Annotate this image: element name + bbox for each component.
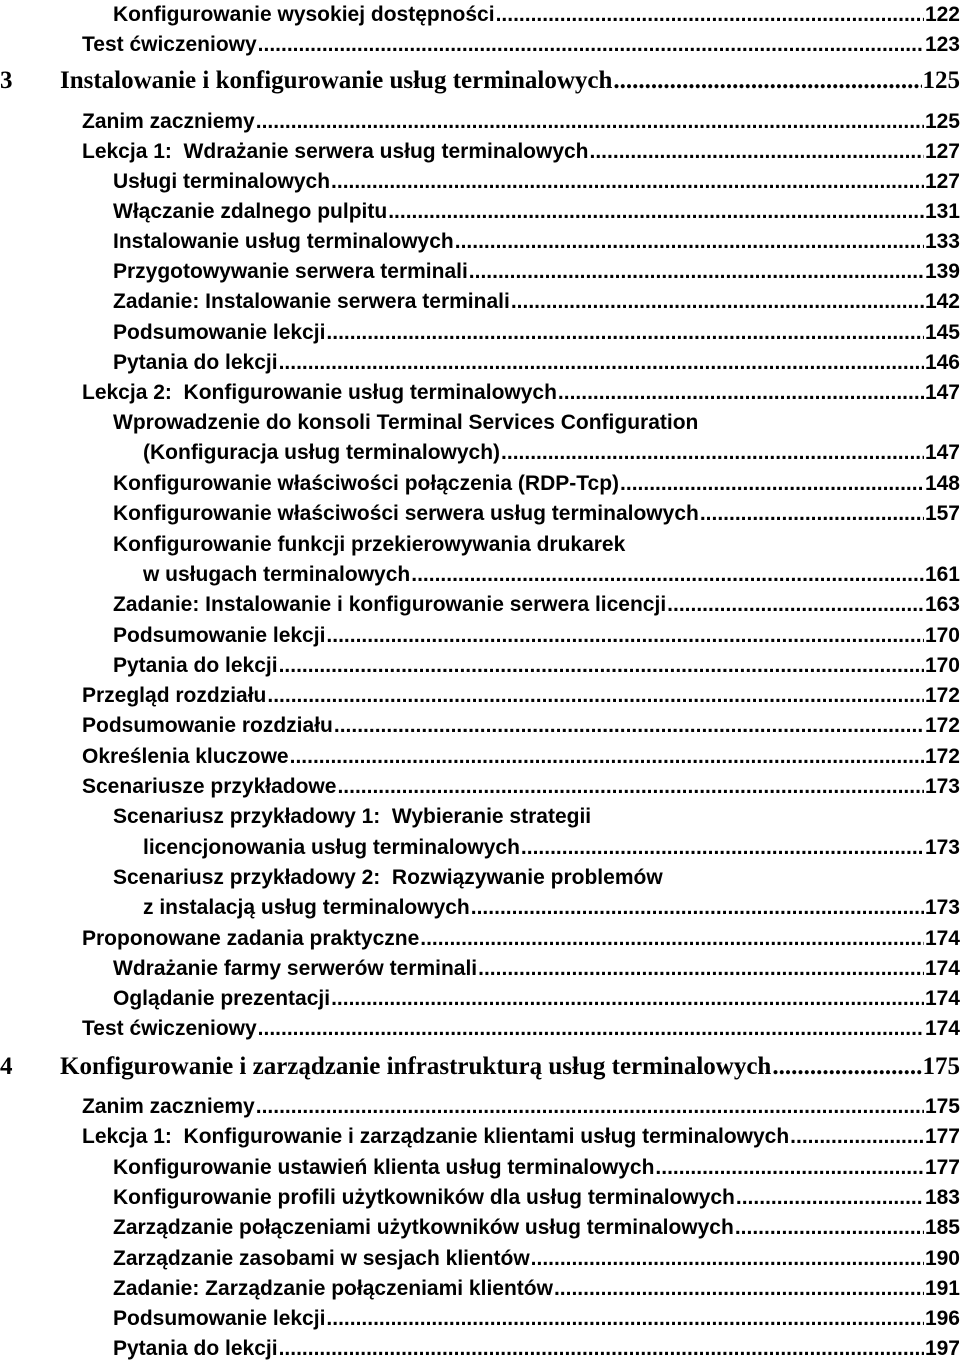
toc-chapter-title: Konfigurowanie i zarządzanie infrastrukturą usług terminalowych <box>60 1053 772 1080</box>
toc-page-number: 125 <box>924 110 960 133</box>
toc-page-number: 147 <box>924 441 960 464</box>
toc-page-number: 139 <box>924 260 960 283</box>
toc-leader-dots <box>331 984 924 1014</box>
toc-page-number: 125 <box>922 67 960 94</box>
toc-page-number: 183 <box>924 1186 960 1209</box>
toc-leader-dots <box>469 257 924 287</box>
toc-leader-dots <box>279 348 924 378</box>
toc-page-number: 185 <box>924 1216 960 1239</box>
toc-leader-dots <box>667 590 924 620</box>
toc-entry-title: Podsumowanie lekcji <box>113 624 326 647</box>
toc-page-number: 174 <box>924 1017 960 1040</box>
toc-entry-title: Przegląd rozdziału <box>82 684 267 707</box>
toc-entry-title: Określenia kluczowe <box>82 745 289 768</box>
toc-entry[interactable] <box>0 1014 960 1044</box>
toc-entry[interactable] <box>0 954 960 984</box>
toc-leader-dots <box>279 651 924 681</box>
toc-leader-dots <box>735 1213 924 1243</box>
toc-leader-dots <box>478 954 924 984</box>
toc-entry-title: Zanim zaczniemy <box>82 110 255 133</box>
toc-leader-dots <box>256 107 924 137</box>
toc-page-number: 170 <box>924 624 960 647</box>
toc-entry-title-line1: Konfigurowanie funkcji przekierowywania drukarek <box>113 533 626 556</box>
toc-page-number: 131 <box>924 200 960 223</box>
toc-entry-title: Zarządzanie zasobami w sesjach klientów <box>113 1247 530 1270</box>
toc-page-number: 175 <box>924 1095 960 1118</box>
toc-page-number: 197 <box>924 1337 960 1360</box>
toc-entry-title: Konfigurowanie właściwości połączenia (RDP-Tcp) <box>113 472 620 495</box>
toc-entry-title: Zadanie: Instalowanie i konfigurowanie serwera licencji <box>113 593 667 616</box>
toc-page-number: 146 <box>924 351 960 374</box>
toc-entry[interactable] <box>0 1122 960 1152</box>
toc-entry-title: Instalowanie usług terminalowych <box>113 230 454 253</box>
toc-entry[interactable] <box>0 863 960 923</box>
toc-entry-title: Test ćwiczeniowy <box>82 1017 257 1040</box>
toc-entry[interactable] <box>0 167 960 197</box>
toc-page-number: 173 <box>924 896 960 919</box>
toc-leader-dots <box>455 227 924 257</box>
toc-entry[interactable] <box>0 1183 960 1213</box>
toc-page-number: 172 <box>924 745 960 768</box>
toc-page-number: 133 <box>924 230 960 253</box>
toc-entry[interactable] <box>0 197 960 227</box>
toc-leader-dots <box>790 1122 924 1152</box>
toc-page-number: 127 <box>924 140 960 163</box>
toc-page-number: 177 <box>924 1156 960 1179</box>
toc-entry[interactable] <box>0 802 960 862</box>
toc-entry-title: Test ćwiczeniowy <box>82 33 257 56</box>
toc-entry[interactable] <box>0 984 960 1014</box>
toc-page-number: 196 <box>924 1307 960 1330</box>
chapter-number: 4 <box>0 1053 13 1080</box>
toc-leader-dots <box>331 167 924 197</box>
toc-entry-title: Oglądanie prezentacji <box>113 987 331 1010</box>
toc-page-number: 142 <box>924 290 960 313</box>
toc-entry[interactable] <box>0 378 960 408</box>
toc-entry-title: Pytania do lekcji <box>113 654 278 677</box>
toc-entry[interactable] <box>0 772 960 802</box>
toc-entry-title: Lekcja 1: Wdrażanie serwera usług terminalowych <box>82 140 589 163</box>
toc-entry[interactable] <box>0 348 960 378</box>
toc-page-number: 191 <box>924 1277 960 1300</box>
toc-leader-dots <box>700 499 924 529</box>
toc-entry[interactable] <box>0 469 960 499</box>
toc-entry[interactable] <box>0 742 960 772</box>
toc-leader-dots <box>326 318 924 348</box>
toc-entry[interactable] <box>0 30 960 60</box>
toc-page-number: 173 <box>924 836 960 859</box>
toc-chapter-title: Instalowanie i konfigurowanie usług terminalowych <box>60 67 613 94</box>
toc-entry[interactable] <box>0 530 960 590</box>
toc-entry-title: Zanim zaczniemy <box>82 1095 255 1118</box>
toc-leader-dots <box>279 1334 924 1364</box>
toc-entry[interactable] <box>0 257 960 287</box>
toc-page-number: 123 <box>924 33 960 56</box>
chapter-number: 3 <box>0 67 13 94</box>
toc-entry[interactable] <box>0 227 960 257</box>
toc-page-number: 172 <box>924 684 960 707</box>
toc-leader-dots <box>256 1092 924 1122</box>
toc-entry[interactable] <box>0 1244 960 1274</box>
toc-entry-title: z instalacją usług terminalowych <box>143 896 470 919</box>
toc-leader-dots <box>420 924 924 954</box>
toc-entry-title: Zadanie: Instalowanie serwera terminali <box>113 290 510 313</box>
toc-entry[interactable] <box>0 318 960 348</box>
toc-entry[interactable] <box>0 137 960 167</box>
toc-entry[interactable] <box>0 711 960 741</box>
toc-leader-dots <box>471 893 924 923</box>
toc-leader-dots <box>558 378 924 408</box>
toc-entry-title: Przygotowywanie serwera terminali <box>113 260 468 283</box>
toc-leader-dots <box>337 772 924 802</box>
toc-entry[interactable] <box>0 0 960 30</box>
toc-entry-title: Konfigurowanie właściwości serwera usług terminalowych <box>113 502 699 525</box>
toc-entry[interactable] <box>0 287 960 317</box>
toc-leader-dots <box>290 742 924 772</box>
toc-leader-dots <box>772 1052 921 1082</box>
toc-entry-title: Konfigurowanie profili użytkowników dla usług terminalowych <box>113 1186 735 1209</box>
toc-entry-title: Pytania do lekcji <box>113 351 278 374</box>
toc-page-number: 170 <box>924 654 960 677</box>
toc-leader-dots <box>496 0 924 30</box>
toc-leader-dots <box>531 1244 924 1274</box>
toc-leader-dots <box>258 30 924 60</box>
toc-entry-title: licencjonowania usług terminalowych <box>143 836 520 859</box>
toc-leader-dots <box>613 66 921 96</box>
toc-page-number: 174 <box>924 927 960 950</box>
toc-entry-title: Proponowane zadania praktyczne <box>82 927 420 950</box>
toc-leader-dots <box>326 621 924 651</box>
toc-entry-title-line1: Scenariusz przykładowy 1: Wybieranie strategii <box>113 805 592 828</box>
toc-leader-dots <box>267 681 924 711</box>
toc-entry-title: Zadanie: Zarządzanie połączeniami klientów <box>113 1277 553 1300</box>
toc-entry-title: Włączanie zdalnego pulpitu <box>113 200 388 223</box>
toc-entry[interactable] <box>0 590 960 620</box>
toc-page-number: 161 <box>924 563 960 586</box>
toc-page-number: 173 <box>924 775 960 798</box>
toc-leader-dots <box>501 438 924 468</box>
toc-entry-title: Lekcja 1: Konfigurowanie i zarządzanie klientami usług terminalowych <box>82 1125 790 1148</box>
toc-page-number: 145 <box>924 321 960 344</box>
toc-entry-title-line1: Wprowadzenie do konsoli Terminal Services Configuration <box>113 411 699 434</box>
toc-leader-dots <box>334 711 924 741</box>
toc-entry-title: Usługi terminalowych <box>113 170 331 193</box>
toc-page-number: 148 <box>924 472 960 495</box>
toc-entry[interactable] <box>0 408 960 468</box>
toc-leader-dots <box>511 287 924 317</box>
toc-entry[interactable] <box>0 1092 960 1122</box>
toc-entry[interactable] <box>0 1213 960 1243</box>
toc-entry[interactable] <box>0 651 960 681</box>
toc-entry[interactable] <box>0 107 960 137</box>
toc-leader-dots <box>521 833 924 863</box>
toc-leader-dots <box>736 1183 924 1213</box>
toc-leader-dots <box>590 137 924 167</box>
toc-page-number: 127 <box>924 170 960 193</box>
toc-entry-title: Pytania do lekcji <box>113 1337 278 1360</box>
toc-page-number: 122 <box>924 3 960 26</box>
toc-page-number: 172 <box>924 714 960 737</box>
toc-leader-dots <box>620 469 924 499</box>
toc-page-number: 174 <box>924 987 960 1010</box>
toc-entry-title: w usługach terminalowych <box>143 563 411 586</box>
toc-entry[interactable] <box>0 499 960 529</box>
toc-chapter-entry[interactable] <box>0 1052 960 1082</box>
toc-entry-title: Scenariusze przykładowe <box>82 775 337 798</box>
toc-leader-dots <box>655 1153 924 1183</box>
toc-page-number: 163 <box>924 593 960 616</box>
toc-leader-dots <box>258 1014 924 1044</box>
toc-entry[interactable] <box>0 681 960 711</box>
toc-entry-title: Podsumowanie lekcji <box>113 1307 326 1330</box>
toc-entry[interactable] <box>0 1153 960 1183</box>
toc-entry-title: Podsumowanie lekcji <box>113 321 326 344</box>
toc-entry[interactable] <box>0 1274 960 1304</box>
toc-page-number: 147 <box>924 381 960 404</box>
toc-entry[interactable] <box>0 1304 960 1334</box>
toc-entry[interactable] <box>0 924 960 954</box>
toc-entry[interactable] <box>0 621 960 651</box>
toc-entry-title: Wdrażanie farmy serwerów terminali <box>113 957 478 980</box>
toc-entry-title: Lekcja 2: Konfigurowanie usług terminalowych <box>82 381 557 404</box>
toc-leader-dots <box>388 197 924 227</box>
toc-page-number: 174 <box>924 957 960 980</box>
toc-page-number: 190 <box>924 1247 960 1270</box>
toc-entry[interactable] <box>0 1334 960 1364</box>
toc-entry-title: Konfigurowanie wysokiej dostępności <box>113 3 495 26</box>
toc-page-number: 157 <box>924 502 960 525</box>
toc-page-number: 175 <box>922 1053 960 1080</box>
toc-entry-title: Zarządzanie połączeniami użytkowników usług terminalowych <box>113 1216 734 1239</box>
toc-entry-title: (Konfiguracja usług terminalowych) <box>143 441 501 464</box>
toc-leader-dots <box>326 1304 924 1334</box>
toc-entry-title: Konfigurowanie ustawień klienta usług terminalowych <box>113 1156 655 1179</box>
toc-page-number: 177 <box>924 1125 960 1148</box>
toc-chapter-entry[interactable] <box>0 66 960 96</box>
toc-entry-title-line1: Scenariusz przykładowy 2: Rozwiązywanie problemów <box>113 866 663 889</box>
toc-entry-title: Podsumowanie rozdziału <box>82 714 333 737</box>
toc-leader-dots <box>411 560 924 590</box>
toc-leader-dots <box>554 1274 924 1304</box>
